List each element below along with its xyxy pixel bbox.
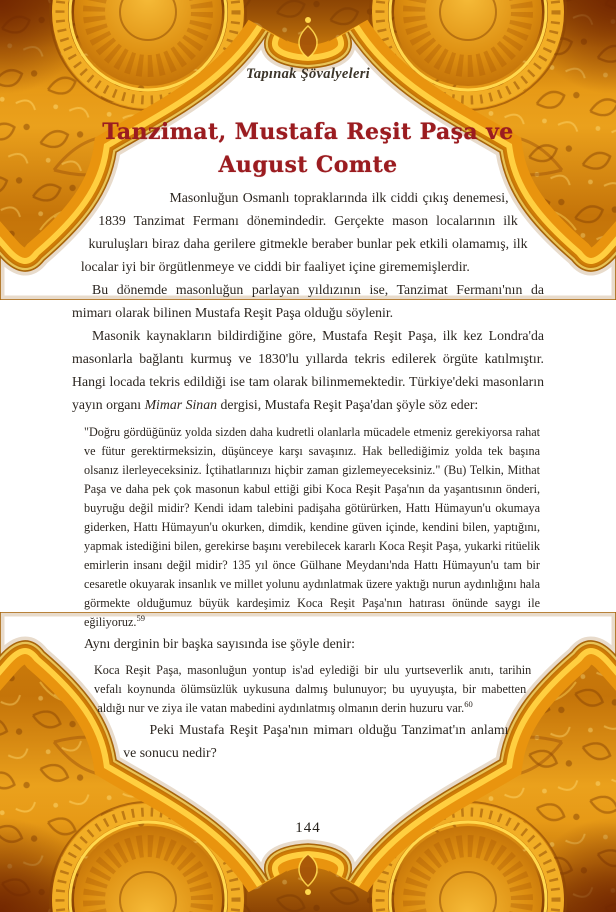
paragraph-text: dergisi, Mustafa Reşit Paşa'dan şöyle söz eder: <box>217 397 479 412</box>
chapter-title-line2: August Comte <box>218 152 398 178</box>
footnote-marker-59: 59 <box>136 612 145 623</box>
journal-name-italic: Mimar Sinan <box>144 397 217 412</box>
body-text <box>72 186 544 825</box>
running-header: Tapınak Şövalyeleri <box>246 66 370 82</box>
paragraph: Peki Mustafa Reşit Paşa'nın mimarı olduğu Tanzimat'ın anlamı ve sonucu nedir? <box>123 722 509 760</box>
quote-text: "Doğru gördüğünüz yolda sizden daha kudretli olanlarla mücadele etmeniz gerekiyorsa rahat ve fütur gerektirmeksizin, düşünceye karşı savaşınız. Hak bellediğimiz yolda tek başına olsanız ilerleyeceksiniz. İçtihatlarınızı hiçbir zaman gizlemeyeceksiniz." (Bu) Telkin, Mithat Paşa ve daha pek çok masonun kabul ettiği gibi Koca Reşit Paşa'nın da yaşantısının önderi, buyruğu değil midir? Kendi idam talebini padişaha götürürken, Hattı Hümayun'u okumaya giderken, Hattı Hümayun'u okurken, dimdik, kendine güven içinde, kendini bilen, yaptığını, yapmak istediğini bilen, gerekirse başını verebilecek kararlı Koca Reşit Paşa, yukarki ritüelik emirlerin insanı değil midir? 135 yıl önce Gülhane Meydanı'nda Hattı Hümayun'u tam bir cesaretle okuyarak insanlık ve millet yolunu aydınlatmak üzere yaktığı nurun aydınlığını hala görmekte olduğumuz büyük kardeşimiz Koca Reşit Paşa'nın hatırası önünde saygı ile eğiliyoruz. <box>84 425 540 629</box>
block-quote-1 <box>84 423 540 632</box>
page-number: 144 <box>295 820 321 836</box>
paragraph: Bu dönemde masonluğun parlayan yıldızının ise, Tanzimat Fermanı'nın da mimarı olarak bilinen Mustafa Reşit Paşa olduğu söylenir. <box>72 282 544 320</box>
paragraph <box>72 324 544 416</box>
paragraph: Aynı derginin bir başka sayısında ise şöyle denir: <box>84 636 355 651</box>
quote-text: Koca Reşit Paşa, masonluğun yontup is'ad eylediği bir ulu yurtseverlik anıtı, tarihin vefalı koynunda ölümsüzlük uykusuna dalmış bulunuyor; bu uyuyuşta, bir mabetten aldığı nur ve ziya ile vatan mabedini aydınlatmış olmanın derin huzuru var. <box>94 663 532 715</box>
chapter-title-line1: Tanzimat, Mustafa Reşit Paşa ve <box>102 119 514 145</box>
paragraph: Masonluğun Osmanlı topraklarında ilk ciddi çıkış denemesi, 1839 Tanzimat Fermanı dönemindedir. Gerçekte mason localarının ilk kuruluşları biraz daha gerilere gitmekle beraber bunlar pek etkili olamamış, ilk localar iyi bir örgütlenmeye ve ciddi bir faaliyet içine girememişlerdir. <box>80 190 528 274</box>
chapter-title <box>0 116 616 182</box>
paragraph-text: Masonik kaynakların bildirdiğine göre, Mustafa Reşit Paşa, ilk kez Londra'da masonlarla bağlantı kurmuş ve 1830'lu yıllarda tekris edilerek örgüte katılmıştır. Hangi locada tekris edildiği ise tam olarak bilinmemektedir. Türkiye'deki masonların yayın organı <box>72 328 544 412</box>
footnote-marker-60: 60 <box>464 698 473 709</box>
